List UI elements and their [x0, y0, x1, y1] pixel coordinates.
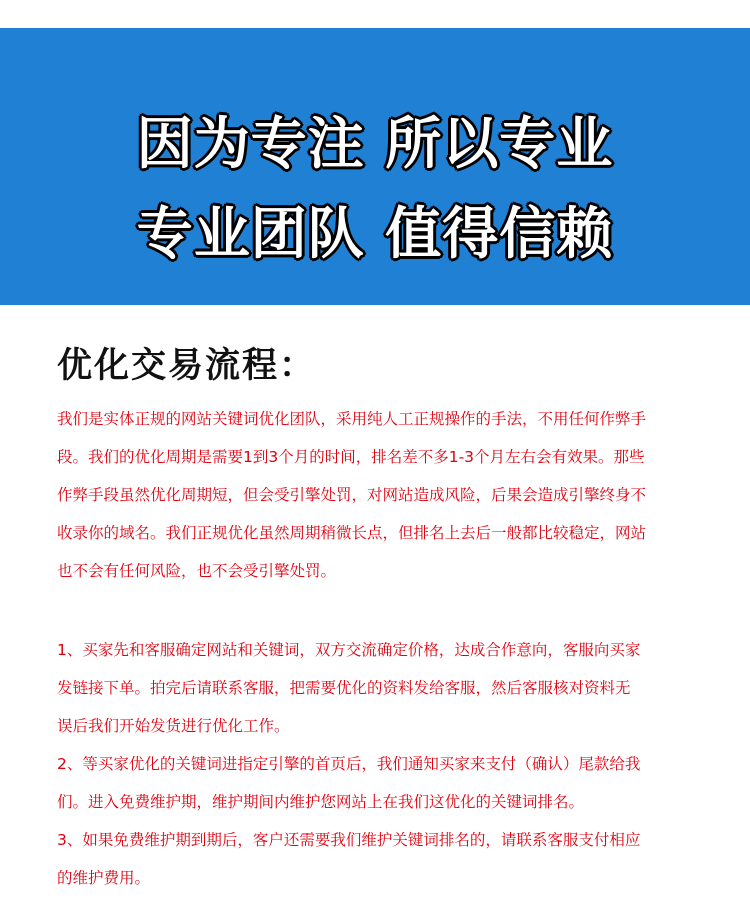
- intro-line: 也不会有任何风险，也不会受引擎处罚。: [57, 562, 337, 580]
- slogan-banner: [0, 28, 750, 305]
- step-line: 们。进入免费维护期，维护期间内维护您网站上在我们这优化的关键词排名。: [57, 793, 585, 811]
- step-line: 的维护费用。: [57, 869, 151, 887]
- slogan-line-1: 因为专注 所以专业: [136, 112, 614, 177]
- intro-line: 我们是实体正规的网站关键词优化团队，采用纯人工正规操作的手法，不用任何作弊手: [57, 410, 647, 428]
- section-title: 优化交易流程：: [57, 346, 317, 386]
- step-line: 发链接下单。拍完后请联系客服，把需要优化的资料发给客服，然后客服核对资料无: [57, 679, 631, 697]
- step-line: 误后我们开始发货进行优化工作。: [57, 717, 290, 735]
- step-line: 3、如果免费维护期到期后，客户还需要我们维护关键词排名的，请联系客服支付相应: [57, 831, 641, 849]
- intro-line: 作弊手段虽然优化周期短，但会受引擎处罚，对网站造成风险，后果会造成引擎终身不: [57, 486, 647, 504]
- step-line: 1、买家先和客服确定网站和关键词，双方交流确定价格，达成合作意向，客服向买家: [57, 641, 641, 659]
- slogan-line-2: 专业团队 值得信赖: [136, 202, 614, 267]
- steps-list: [57, 631, 717, 897]
- step-line: 2、等买家优化的关键词进指定引擎的首页后，我们通知买家来支付（确认）尾款给我: [57, 755, 641, 773]
- intro-paragraph: [57, 400, 717, 590]
- intro-line: 收录你的域名。我们正规优化虽然周期稍微长点，但排名上去后一般都比较稳定，网站: [57, 524, 647, 542]
- intro-line: 段。我们的优化周期是需要1到3个月的时间，排名差不多1-3个月左右会有效果。那些: [57, 448, 645, 466]
